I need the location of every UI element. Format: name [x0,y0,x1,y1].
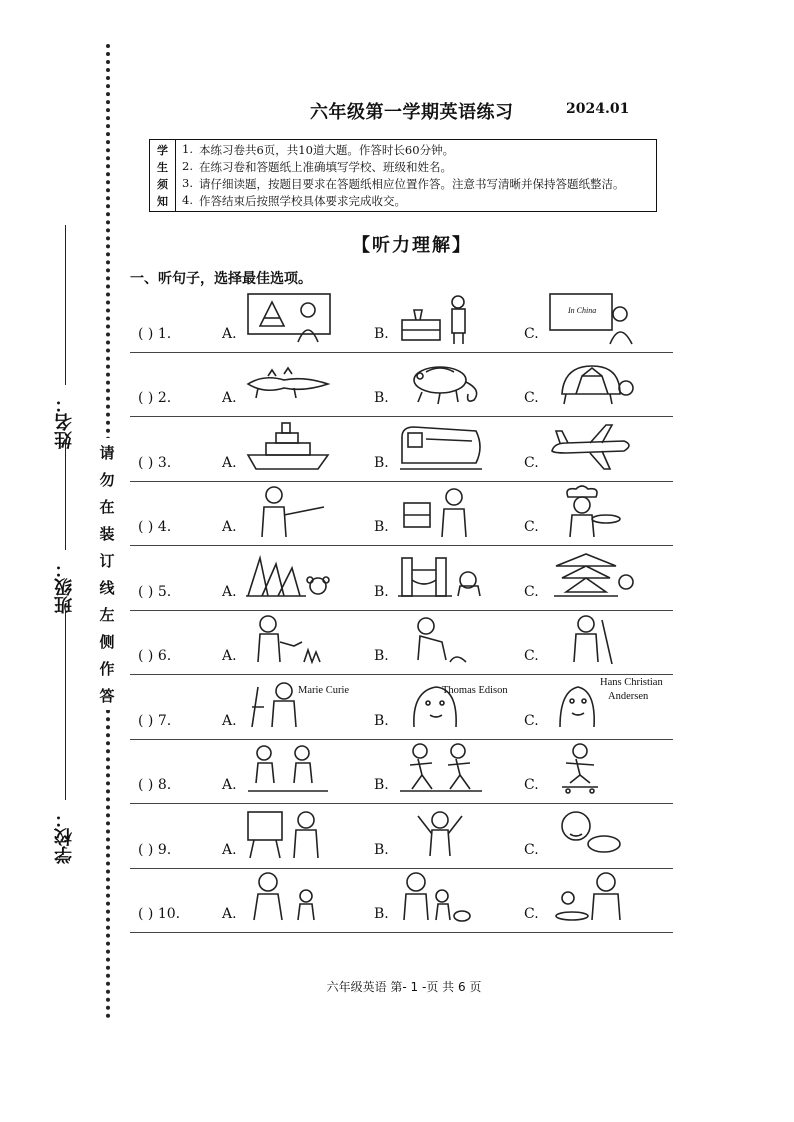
question-row [130,869,673,934]
school-write-line[interactable] [65,610,66,800]
notice-item-text: 作答结束后按照学校具体要求完成收交。 [198,194,406,209]
question-number[interactable]: ( ) 10. [138,906,181,922]
chameleon-picture [396,354,486,410]
notice-head-char: 生 [157,161,168,175]
page-title: 六年级第一学期英语练习 [310,102,514,123]
note-char: 勿 [99,471,115,489]
option-label-a: A. [222,906,237,922]
option-label-b: B. [374,906,389,922]
part-one-title: 一、听句子，选择最佳选项。 [130,271,312,287]
option-label-c: C. [524,906,539,922]
question-number[interactable]: ( ) 6. [138,648,172,664]
option-label-b: B. [374,777,389,793]
sydney-opera-house-koala-picture [244,548,334,604]
student-notice-box [149,139,657,212]
question-number[interactable]: ( ) 3. [138,454,172,471]
nurse-picture [396,483,486,539]
page-footer: 六年级英语 第- 1 -页 共 6 页 [326,980,482,994]
option-label-b: B. [374,454,389,471]
option-label-a: A. [222,454,237,471]
note-char: 订 [99,552,115,570]
question-row [130,417,673,482]
person-name-caption: Thomas Edison [442,685,508,696]
question-number[interactable]: ( ) 9. [138,841,172,858]
class-write-line[interactable] [65,440,66,550]
note-char: 作 [99,660,115,678]
notice-item-text: 本练习卷共6页，共10道大题。作答时长60分钟。 [198,142,455,157]
section-title-listening: 【听力理解】 [352,235,472,256]
train-picture [396,419,486,475]
boy-planting-picture [396,612,486,668]
person-name-caption: Hans Christian [600,677,663,688]
notice-item-text: 在练习卷和答题纸上准确填写学校、班级和姓名。 [198,159,452,174]
girl-skateboard-picture [546,741,636,797]
boy-painting-picture [244,806,334,862]
option-label-c: C. [524,519,539,535]
cook-picture [546,483,636,539]
question-row [130,804,673,869]
binding-note [96,438,118,710]
question-number[interactable]: ( ) 4. [138,519,172,535]
note-char: 答 [99,687,115,705]
question-row [130,675,673,740]
ship-picture [244,419,334,475]
crocodile-picture [244,354,334,410]
person-name-caption: Andersen [608,691,649,702]
kids-running-picture [396,741,486,797]
option-label-a: A. [222,583,237,600]
kids-skating-picture [244,741,334,797]
option-label-c: C. [524,583,539,600]
option-label-a: A. [222,777,237,793]
notice-head-char: 须 [157,177,168,191]
notice-item [182,159,650,175]
note-char: 左 [99,606,115,624]
question-number[interactable]: ( ) 5. [138,583,172,600]
option-label-b: B. [374,841,389,858]
option-label-c: C. [524,325,539,342]
question-number[interactable]: ( ) 1. [138,325,172,342]
grandma-kids-garden-picture [244,870,334,926]
notice-head-char: 学 [157,144,168,158]
boy-eating-picture [546,806,636,862]
notice-item-num: 1. [182,141,193,156]
turtle-picture [546,354,636,410]
teacher-triangle-board-picture [244,290,334,346]
notice-item-num: 2. [182,158,193,173]
name-field[interactable] [52,225,78,449]
notice-list [176,140,656,211]
option-label-c: C. [524,712,539,729]
teacher-pointer-picture [244,483,334,539]
note-char: 在 [99,498,115,516]
notice-item-text: 请仔细读题，按题目要求在答题纸相应位置作答。注意书写清晰并保持答题纸整洁。 [198,177,625,192]
option-label-c: C. [524,454,539,471]
school-label: 学校： [54,810,75,864]
person-name-caption: Marie Curie [298,685,350,696]
temple-of-heaven-panda-picture [546,548,636,604]
option-label-a: A. [222,325,237,342]
scientist-lab-picture [396,290,486,346]
grandma-girl-dog-picture [396,870,486,926]
note-char: 侧 [99,633,115,651]
question-number[interactable]: ( ) 7. [138,712,172,729]
class-label: 班级： [54,560,75,614]
boy-cheering-picture [396,806,486,862]
question-row [130,611,673,676]
question-row [130,546,673,611]
option-label-c: C. [524,390,539,406]
option-label-a: A. [222,390,237,406]
teacher-board-china-picture [546,290,636,346]
board-caption: In China [568,306,597,315]
note-char: 线 [99,579,115,597]
question-number[interactable]: ( ) 2. [138,390,172,406]
school-field[interactable] [52,610,78,864]
exam-date: 2024.01 [566,101,630,117]
name-label: 姓名： [54,395,75,449]
option-label-a: A. [222,712,237,729]
plane-picture [546,419,636,475]
option-label-a: A. [222,519,237,535]
notice-item-num: 4. [182,193,193,208]
option-label-c: C. [524,841,539,858]
notice-item-num: 3. [182,176,193,191]
option-label-a: A. [222,648,237,664]
option-label-c: C. [524,777,539,793]
notice-item [182,142,650,158]
option-label-b: B. [374,648,389,664]
tower-bridge-lion-picture [396,548,486,604]
question-row [130,353,673,418]
notice-head-char: 知 [157,194,168,208]
notice-item [182,176,650,192]
option-label-b: B. [374,519,389,535]
option-label-b: B. [374,325,389,342]
girl-watering-plants-picture [244,612,334,668]
option-label-b: B. [374,712,389,729]
option-label-b: B. [374,390,389,406]
question-number[interactable]: ( ) 8. [138,777,172,793]
grandma-cooking-picture [546,870,636,926]
girl-sweeping-picture [546,612,636,668]
question-row [130,740,673,805]
class-field[interactable] [52,440,78,614]
option-label-b: B. [374,583,389,600]
note-char: 请 [99,444,115,462]
option-label-c: C. [524,648,539,664]
notice-item [182,193,650,209]
question-row [130,288,673,353]
question-row [130,482,673,547]
note-char: 装 [99,525,115,543]
question-list [130,288,673,933]
notice-heading [150,140,176,211]
option-label-a: A. [222,841,237,858]
